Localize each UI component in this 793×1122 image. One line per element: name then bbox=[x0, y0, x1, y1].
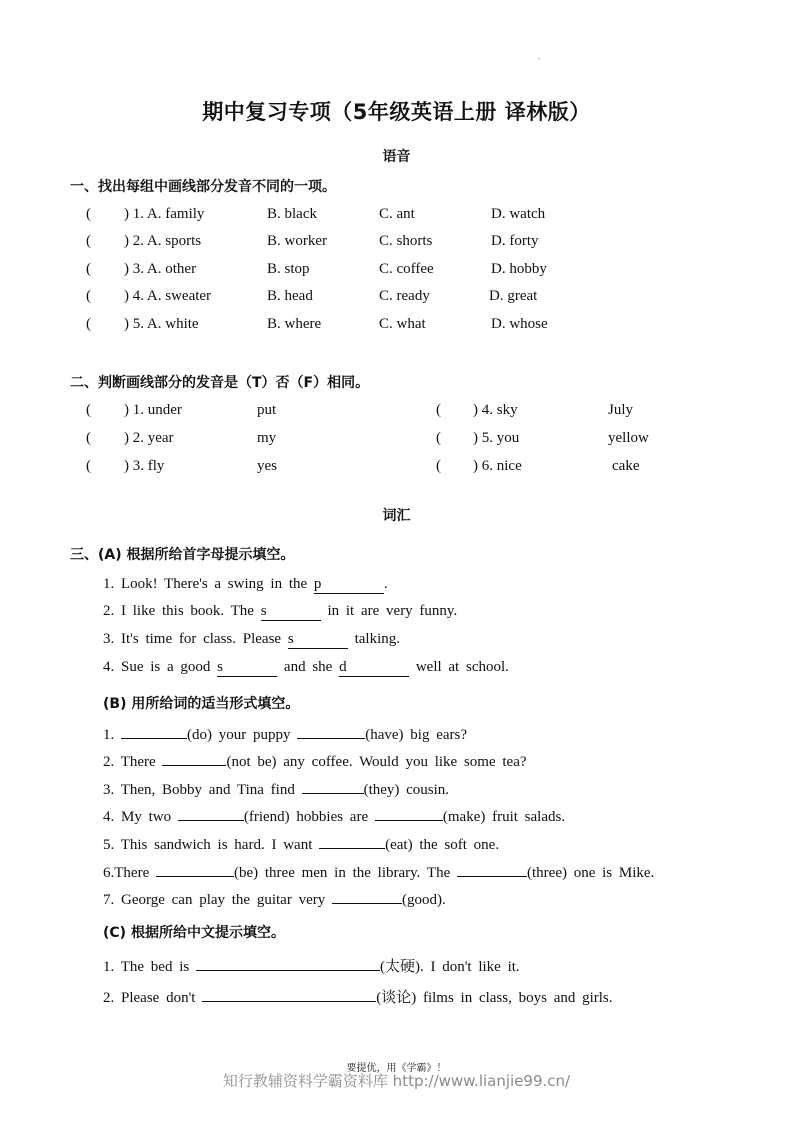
option-d: D. whose bbox=[491, 316, 548, 332]
question-word: ) 5. you bbox=[473, 430, 520, 446]
question-text: 1. bbox=[103, 727, 121, 743]
initial-letter: s bbox=[217, 659, 224, 675]
question-text: 1. The bed is bbox=[103, 959, 196, 975]
option-c: C. coffee bbox=[379, 261, 434, 277]
answer-paren: ( bbox=[436, 402, 441, 418]
question-text: (be) three men in the library. The bbox=[233, 865, 457, 881]
question-text: and she bbox=[277, 659, 340, 675]
question-option-a: ) 5. A. white bbox=[124, 316, 199, 332]
answer-paren: ( bbox=[86, 402, 91, 418]
question-text: (have) big ears? bbox=[365, 727, 468, 743]
question-text: (eat) the soft one. bbox=[385, 837, 500, 853]
question-line bbox=[103, 659, 509, 677]
compare-word: my bbox=[257, 430, 277, 446]
answer-paren: ( bbox=[86, 261, 91, 277]
question-option-a: ) 3. A. other bbox=[124, 261, 197, 277]
question-text: talking. bbox=[347, 631, 401, 647]
option-c: C. ant bbox=[379, 206, 415, 222]
question-text: 3. Then, Bobby and Tina find bbox=[103, 782, 302, 798]
section-pronunciation: 语音 bbox=[382, 149, 411, 165]
question-line bbox=[103, 724, 467, 744]
fill-blank[interactable] bbox=[332, 889, 402, 904]
part2-heading: 二、判断画线部分的发音是（T）否（F）相同。 bbox=[70, 375, 370, 391]
compare-word: July bbox=[608, 402, 634, 418]
question-text: 3. It's time for class. Please bbox=[103, 631, 288, 647]
initial-letter: p bbox=[313, 576, 322, 592]
question-text: well at school. bbox=[409, 659, 509, 675]
question-text: 1. Look! There's a swing in the bbox=[103, 576, 314, 592]
question-line bbox=[103, 806, 565, 826]
compare-word: put bbox=[257, 402, 277, 418]
question-text: 7. George can play the guitar very bbox=[103, 892, 332, 908]
fill-blank[interactable] bbox=[202, 987, 376, 1002]
answer-paren: ( bbox=[436, 430, 441, 446]
fill-blank[interactable] bbox=[302, 779, 364, 794]
option-b: B. stop bbox=[267, 261, 310, 277]
question-line bbox=[103, 751, 527, 771]
fill-blank[interactable] bbox=[297, 724, 365, 739]
question-line bbox=[103, 779, 449, 799]
part1-heading: 一、找出每组中画线部分发音不同的一项。 bbox=[70, 179, 336, 195]
option-b: B. worker bbox=[267, 233, 327, 249]
option-c: C. shorts bbox=[379, 233, 433, 249]
page-mark: . bbox=[538, 52, 540, 61]
page-title: 期中复习专项（5年级英语上册 译林版） bbox=[202, 100, 591, 124]
option-d: D. watch bbox=[491, 206, 546, 222]
question-text: (not be) any coffee. Would you like some tea? bbox=[226, 754, 527, 770]
option-b: B. black bbox=[267, 206, 317, 222]
option-c: C. ready bbox=[379, 288, 430, 304]
question-option-a: ) 2. A. sports bbox=[124, 233, 202, 249]
fill-blank[interactable] bbox=[314, 576, 384, 594]
fill-blank[interactable] bbox=[178, 806, 244, 821]
question-line bbox=[103, 889, 446, 909]
question-text: (they) cousin. bbox=[363, 782, 450, 798]
option-d: D. hobby bbox=[491, 261, 547, 277]
question-text: (谈论) films in class, boys and girls. bbox=[376, 990, 613, 1006]
question-text: (good). bbox=[401, 892, 446, 908]
question-text: . bbox=[383, 576, 388, 592]
section-vocab: 词汇 bbox=[382, 508, 411, 524]
fill-blank[interactable] bbox=[196, 956, 380, 971]
fill-blank[interactable] bbox=[319, 834, 385, 849]
option-b: B. where bbox=[267, 316, 322, 332]
fill-blank[interactable] bbox=[121, 724, 187, 739]
answer-paren: ( bbox=[86, 233, 91, 249]
option-d: D. great bbox=[489, 288, 538, 304]
answer-paren: ( bbox=[86, 316, 91, 332]
option-c: C. what bbox=[379, 316, 426, 332]
compare-word: yes bbox=[257, 458, 277, 474]
fill-blank[interactable] bbox=[457, 862, 527, 877]
fill-blank[interactable] bbox=[261, 603, 321, 621]
part3c-heading: (C) 根据所给中文提示填空。 bbox=[103, 925, 285, 941]
footer-slogan: 要提优，用《学霸》！ bbox=[346, 1063, 447, 1074]
compare-word: yellow bbox=[608, 430, 649, 446]
question-word: ) 1. under bbox=[124, 402, 182, 418]
answer-paren: ( bbox=[86, 430, 91, 446]
answer-paren: ( bbox=[86, 458, 91, 474]
question-text: 2. There bbox=[103, 754, 163, 770]
fill-blank[interactable] bbox=[217, 659, 277, 677]
question-word: ) 6. nice bbox=[473, 458, 522, 474]
answer-paren: ( bbox=[86, 206, 91, 222]
question-text: 4. Sue is a good bbox=[103, 659, 218, 675]
question-word: ) 3. fly bbox=[124, 458, 165, 474]
question-text: 5. This sandwich is hard. I want bbox=[103, 837, 320, 853]
part3b-heading: (B) 用所给词的适当形式填空。 bbox=[103, 696, 300, 712]
question-line bbox=[103, 631, 400, 649]
option-d: D. forty bbox=[491, 233, 539, 249]
part3a-heading: 三、(A) 根据所给首字母提示填空。 bbox=[70, 547, 295, 563]
compare-word: cake bbox=[612, 458, 640, 474]
answer-paren: ( bbox=[86, 288, 91, 304]
question-line bbox=[103, 603, 457, 621]
question-line bbox=[103, 955, 520, 976]
footer-watermark: 知行教辅资料学霸资料库 http://www.lianjie99.cn/ bbox=[222, 1072, 571, 1090]
fill-blank[interactable] bbox=[339, 659, 409, 677]
question-word: ) 2. year bbox=[124, 430, 174, 446]
initial-letter: s bbox=[287, 631, 294, 647]
option-b: B. head bbox=[267, 288, 313, 304]
question-text: in it are very funny. bbox=[320, 603, 458, 619]
question-text: 2. Please don't bbox=[103, 990, 203, 1006]
answer-paren: ( bbox=[436, 458, 441, 474]
question-text: (太硬). I don't like it. bbox=[379, 959, 520, 975]
question-line bbox=[103, 834, 499, 854]
initial-letter: s bbox=[260, 603, 267, 619]
fill-blank[interactable] bbox=[162, 751, 226, 766]
question-option-a: ) 1. A. family bbox=[124, 206, 205, 222]
question-text: 4. My two bbox=[103, 809, 178, 825]
question-text: 6.There bbox=[103, 865, 156, 881]
question-word: ) 4. sky bbox=[473, 402, 518, 418]
fill-blank[interactable] bbox=[375, 806, 443, 821]
question-text: (three) one is Mike. bbox=[527, 865, 655, 881]
question-text: (friend) hobbies are bbox=[243, 809, 375, 825]
question-text: (make) fruit salads. bbox=[442, 809, 566, 825]
question-line bbox=[103, 986, 613, 1007]
question-option-a: ) 4. A. sweater bbox=[124, 288, 212, 304]
question-line bbox=[103, 862, 654, 882]
fill-blank[interactable] bbox=[288, 631, 348, 649]
question-text: (do) your puppy bbox=[187, 727, 298, 743]
question-text: 2. I like this book. The bbox=[103, 603, 261, 619]
initial-letter: d bbox=[339, 659, 347, 675]
fill-blank[interactable] bbox=[156, 862, 234, 877]
question-line bbox=[103, 576, 388, 594]
